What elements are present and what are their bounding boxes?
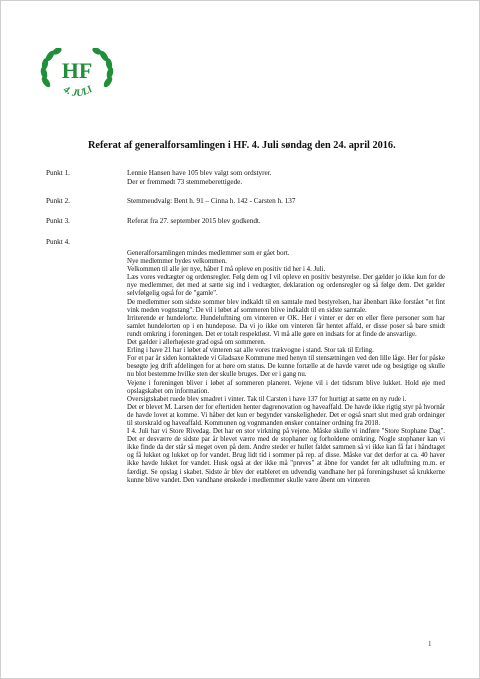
paragraph: I 4. Juli har vi Store Rivedag. Det har en stor virkning på vejene. Måske skulle vi indføre "Store Stophane Dag". Det er desværre de sidste par år blevet værre med de stophaner og forholdene omkring. Nogle stophaner kan vi ikke finde da der står så meget oven på dem. Andre steder er hullet faldet sammen så vi ikke kan få fat i håndtaget og få lukket og lukket op for vandet. Brug lidt tid i sommer på rep. af disse. Måske var det derfor at ca. 40 haver ikke havde lukket for vandet. Husk også at der ikke må "prøves" at åbne for vandet før alt udluftning m.m. er færdigt. Se opslag i skabet. Sidste år blev der etableret en udvendig vandhane her på foreningshuset så krukkerne kunne blive vandet. Den vandhane ønskede i medlemmer skulle være åbent om vinteren: [127, 428, 445, 484]
point-number: Punkt 4.: [46, 238, 70, 246]
point-number: Punkt 3.: [46, 217, 70, 225]
paragraph: Oversigtskabet ruede blev smadret i vinter. Tak til Carsten i have 137 for hurtigt at sætte en ny rude i.: [127, 395, 407, 403]
paragraph: Vejene i foreningen bliver i løbet af sommeren planeret. Vejene vil i det tidsrum blive lukket. Hold øje med opslagskabet om information.: [127, 379, 445, 395]
point-text: [127, 217, 457, 226]
paragraph: Det er blevet M. Larsen der for eftertiden henter dagrenovation og haveaffald. De havde ikke rigtig styr på hvornår de havde lovet at komme. Vi håber det kun er begynder vanskeligheder. Det er også snart slut med grab ordninger til storskrald og haveaffald. Kommunen og vognmanden ønsker container ordning fra 2018.: [127, 403, 445, 427]
paragraph: Erling i have 21 har i løbet af vinteren sat alle vores trækvogne i stand. Stor tak til Erling.: [127, 347, 374, 355]
point-line: Stemmeudvalg: Bent h. 91 – Cinna h. 142 - Carsten h. 137: [127, 197, 296, 205]
paragraph: Nye medlemmer bydes velkommen.: [127, 258, 227, 266]
point-number: Punkt 1.: [46, 169, 70, 177]
logo-initials: HF: [61, 58, 93, 83]
document-title: Referat af generalforsamlingen i HF. 4. Juli søndag den 24. april 2016.: [88, 140, 396, 151]
point-4-body: [127, 250, 445, 485]
paragraph: Det gælder i allerhøjeste grad også om sommeren.: [127, 339, 266, 347]
paragraph: Læs vores vedtægter og ordensregler. Følg dem og I vil opleve en positiv bestyrelse. Der gælder jo ikke kun for de nye medlemmer, det med at sætte sig ind i vedtægter, deklaration og ordensregler og så følge dem. Det gælder selvfølgelig også for de "gamle".: [127, 274, 445, 298]
point-line: Lennie Hansen have 105 blev valgt som ordstyrer.: [127, 169, 272, 177]
paragraph: Velkommen til alle jer nye, håber I må opleve en positiv tid her i 4. Juli.: [127, 266, 326, 274]
point-line: Referat fra 27. september 2015 blev godkendt.: [127, 217, 261, 225]
hf-4-juli-logo: [36, 48, 118, 106]
paragraph: Generalforsamlingen mindes medlemmer som er gået bort.: [127, 250, 290, 257]
page-number: 1: [428, 640, 432, 648]
point-line: Der er fremmødt 73 stemmeberettigede.: [127, 177, 243, 186]
point-text: [127, 169, 457, 186]
logo-arc-text: 4. JULI: [61, 83, 95, 100]
paragraph: De medlemmer som sidste sommer blev indkaldt til en samtale med bestyrelsen, har åbenbart ikke forstået "et fint vink meden vognstang". De vil i løbet af sommeren blive indkaldt til en sidste samtale.: [127, 298, 445, 314]
point-number: Punkt 2.: [46, 197, 70, 205]
paragraph: Irriterende er hundelorte. Hundeluftning om vinteren er OK. Her i vinter er der en eller flere personer som har samlet hundelorten op i en hundepose. Da vi jo ikke om vinteren får hentet affald, er disse poser så bare smidt rundt omkring i foreningen. Det er totalt respektløst. Vi må alle gøre en indsats for at finde de ansvarlige.: [127, 314, 445, 338]
paragraph: For et par år siden kontaktede vi Gladsaxe Kommune med henyn til stensætningen ved den lille låge. Her for påske besøgte jeg drift afdelingen for at høre om status. De kunne fortælle at de havde været ude og besigtige og skulle nu blot bestemme hvilke sten der skulle bruges. Der er i gang nu.: [127, 355, 445, 379]
point-text: [127, 197, 457, 206]
